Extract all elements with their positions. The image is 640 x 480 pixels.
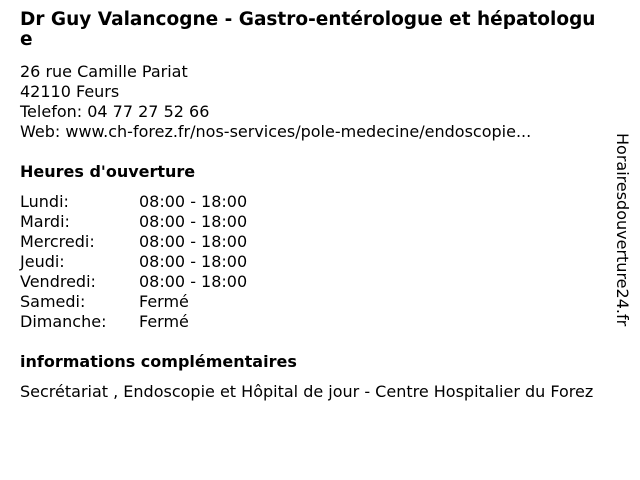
hours-row-wednesday <box>20 232 247 252</box>
listing-content <box>20 10 605 402</box>
day-label: Samedi: <box>20 292 86 311</box>
day-label: Jeudi: <box>20 252 65 271</box>
day-label: Vendredi: <box>20 272 96 291</box>
additional-info-text: Secrétariat , Endoscopie et Hôpital de jour - Centre Hospitalier du Forez <box>20 382 594 401</box>
day-hours: 08:00 - 18:00 <box>139 192 248 211</box>
hours-row-thursday <box>20 252 247 272</box>
day-label: Dimanche: <box>20 312 107 331</box>
day-hours: 08:00 - 18:00 <box>139 212 248 231</box>
additional-info-heading: informations complémentaires <box>20 352 297 371</box>
day-hours: 08:00 - 18:00 <box>139 252 248 271</box>
hours-row-friday <box>20 272 247 292</box>
day-label: Mercredi: <box>20 232 95 251</box>
day-hours: Fermé <box>139 292 189 311</box>
phone-number[interactable]: Telefon: 04 77 27 52 66 <box>20 102 210 121</box>
site-branding-link[interactable]: Horairesdouverture24.fr <box>613 133 632 327</box>
day-hours: 08:00 - 18:00 <box>139 272 248 291</box>
street-address: 26 rue Camille Pariat <box>20 62 188 81</box>
day-label: Lundi: <box>20 192 69 211</box>
day-hours: 08:00 - 18:00 <box>139 232 248 251</box>
website-link[interactable]: Web: www.ch-forez.fr/nos-services/pole-medecine/endoscopie... <box>20 122 532 141</box>
hours-row-tuesday <box>20 212 247 232</box>
hours-row-saturday <box>20 292 247 312</box>
day-label: Mardi: <box>20 212 70 231</box>
postal-city: 42110 Feurs <box>20 82 120 101</box>
hours-row-sunday <box>20 312 247 332</box>
opening-hours-table <box>20 192 247 332</box>
day-hours: Fermé <box>139 312 189 331</box>
address-block <box>20 62 605 142</box>
page-title: Dr Guy Valancogne - Gastro-entérologue et hépatologue <box>20 9 596 50</box>
opening-hours-heading: Heures d'ouverture <box>20 162 196 181</box>
hours-row-monday <box>20 192 247 212</box>
